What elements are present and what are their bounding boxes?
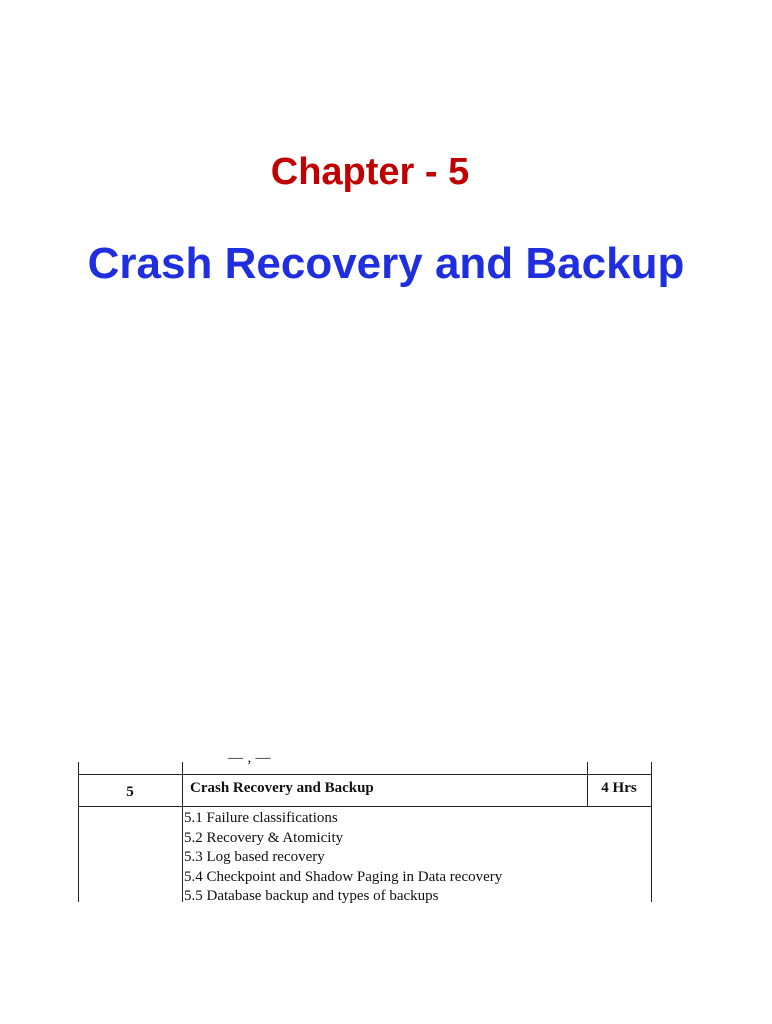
unit-number: 5 <box>126 784 134 800</box>
table-border-right <box>651 762 652 902</box>
subtopic-item: 5.4 Checkpoint and Shadow Paging in Data recovery <box>184 868 503 885</box>
subtopic-item: 5.1 Failure classifications <box>184 810 338 826</box>
table-row-line-middle <box>78 806 652 807</box>
chapter-title: Crash Recovery and Backup <box>87 239 685 288</box>
chapter-label: Chapter - 5 <box>270 151 470 193</box>
syllabus-table <box>78 750 652 904</box>
subtopic-item: 5.2 Recovery & Atomicity <box>184 829 344 846</box>
cut-off-previous-row-text: — ‚ — <box>228 750 271 766</box>
syllabus-table-excerpt <box>78 750 652 904</box>
subtopic-item: 5.3 Log based recovery <box>184 849 325 865</box>
unit-topic: Crash Recovery and Backup <box>190 780 374 796</box>
unit-hours: 4 Hrs <box>601 780 637 796</box>
table-row-line-top <box>78 774 652 775</box>
subtopic-list <box>184 809 502 907</box>
subtopic-item: 5.5 Database backup and types of backups <box>184 888 439 904</box>
table-divider-unit <box>182 762 183 902</box>
